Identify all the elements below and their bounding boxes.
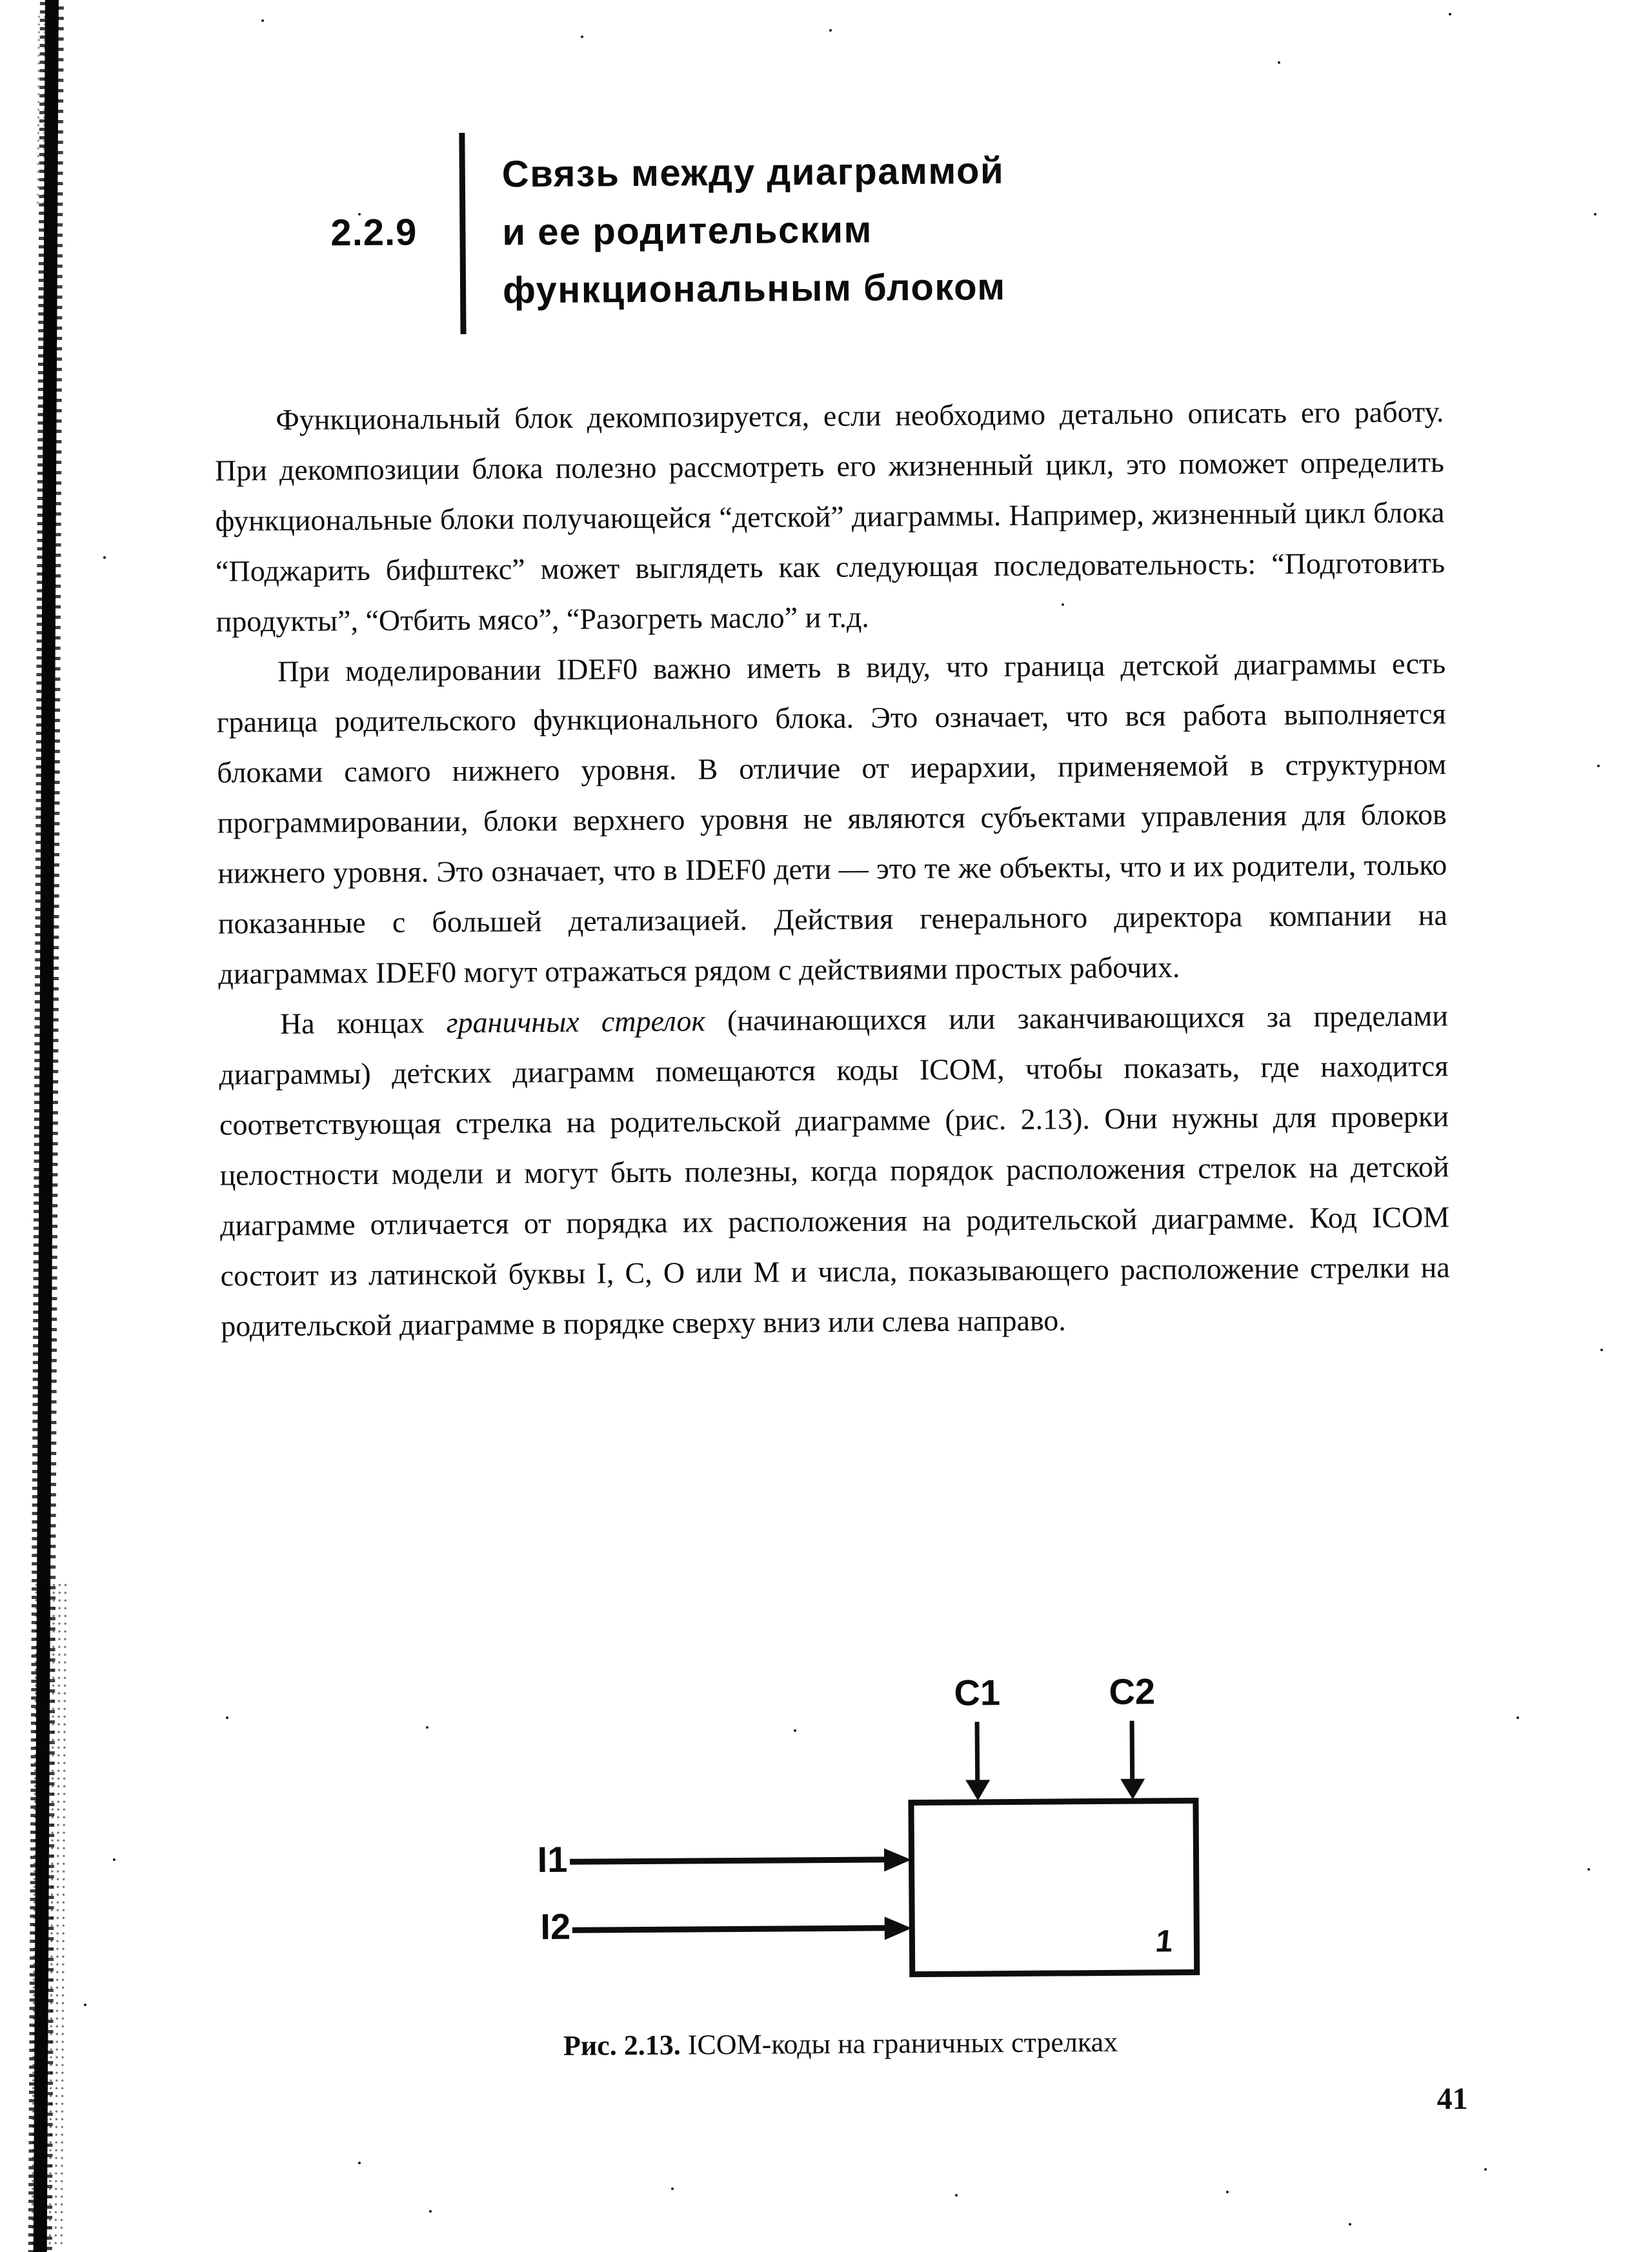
figure-caption: [226, 2023, 1455, 2064]
figure-caption-number: Рис. 2.13.: [563, 2029, 681, 2062]
control-arrow-c1-arrowhead-icon: [965, 1780, 990, 1800]
section-title: [501, 141, 1213, 320]
input-arrow-i1-line: [570, 1856, 885, 1864]
paragraph-1: Функциональный блок декомпозируется, если необходимо детально описать его работу. При декомпозиции блока полезно рассмотреть его жизненный цикл, это поможет определить функциональные блоки получающейся “детской” диаграммы. Например, жизненный цикл блока “Поджарить бифштекс” может выглядеть как следующая последовательность: “Подготовить продукты”, “Отбить мясо”, “Разогреть масло” и т.д.: [214, 395, 1446, 638]
section-title-line-1: Связь между диаграммой: [501, 150, 1005, 196]
figure-label-c2: C2: [1109, 1671, 1156, 1712]
body-text: [214, 387, 1450, 1351]
control-arrow-c1-line: [975, 1722, 980, 1782]
input-arrow-i1-arrowhead-icon: [884, 1848, 911, 1871]
paragraph-3-rest: (начинающихся или заканчивающихся за пределами диаграммы) детских диаграмм помещаются коды ICOM, чтобы показать, где находится соответствующая стрелка на родительской диаграмме (рис. 2.13). Они нужны для проверки целостности модели и могут быть полезны, когда порядок расположения стрелок на детской диаграмме отличается от порядка их расположения на родительской диаграмме. Код ICOM состоит из латинской буквы I, C, O или M и числа, показывающего расположение стрелки на родительской диаграмме в порядке сверху вниз или слева направо.: [219, 999, 1450, 1343]
paragraph-3-italic-term: граничных стрелок: [446, 1004, 706, 1040]
paragraph-3-prefix: На концах: [279, 1006, 447, 1040]
control-arrow-c2-line: [1130, 1721, 1135, 1782]
figure-label-i1: I1: [537, 1838, 568, 1880]
section-title-line-3: функциональным блоком: [502, 266, 1006, 312]
figure-caption-text: ICOM-коды на граничных стрелках: [680, 2026, 1118, 2061]
figure-label-c1: C1: [954, 1672, 1001, 1713]
paragraph-3: [219, 990, 1451, 1351]
section-title-line-2: и ее родительским: [502, 208, 873, 254]
section-number: 2.2.9: [330, 211, 418, 254]
figure-label-i2: I2: [540, 1905, 571, 1947]
function-block-number: 1: [1154, 1924, 1175, 1959]
control-arrow-c2-arrowhead-icon: [1120, 1779, 1145, 1800]
page-number: 41: [1436, 2082, 1468, 2116]
heading-divider-rule: [459, 133, 466, 334]
paragraph-2: При моделировании IDEF0 важно иметь в виду, что граница детской диаграммы есть граница родительского функционального блока. Это означает, что вся работа выполняется блоками самого нижнего уровня. В отличие от иерархии, применяемой в структурном программировании, блоки верхнего уровня не являются субъектами управления для блоков нижнего уровня. Это означает, что в IDEF0 дети — это те же объекты, что и их родители, только показанные с большей детализацией. Действия генерального директора компании на диаграммах IDEF0 могут отражаться рядом с действиями простых рабочих.: [216, 647, 1448, 990]
input-arrow-i2-line: [572, 1925, 885, 1933]
input-arrow-i2-arrowhead-icon: [885, 1916, 912, 1940]
